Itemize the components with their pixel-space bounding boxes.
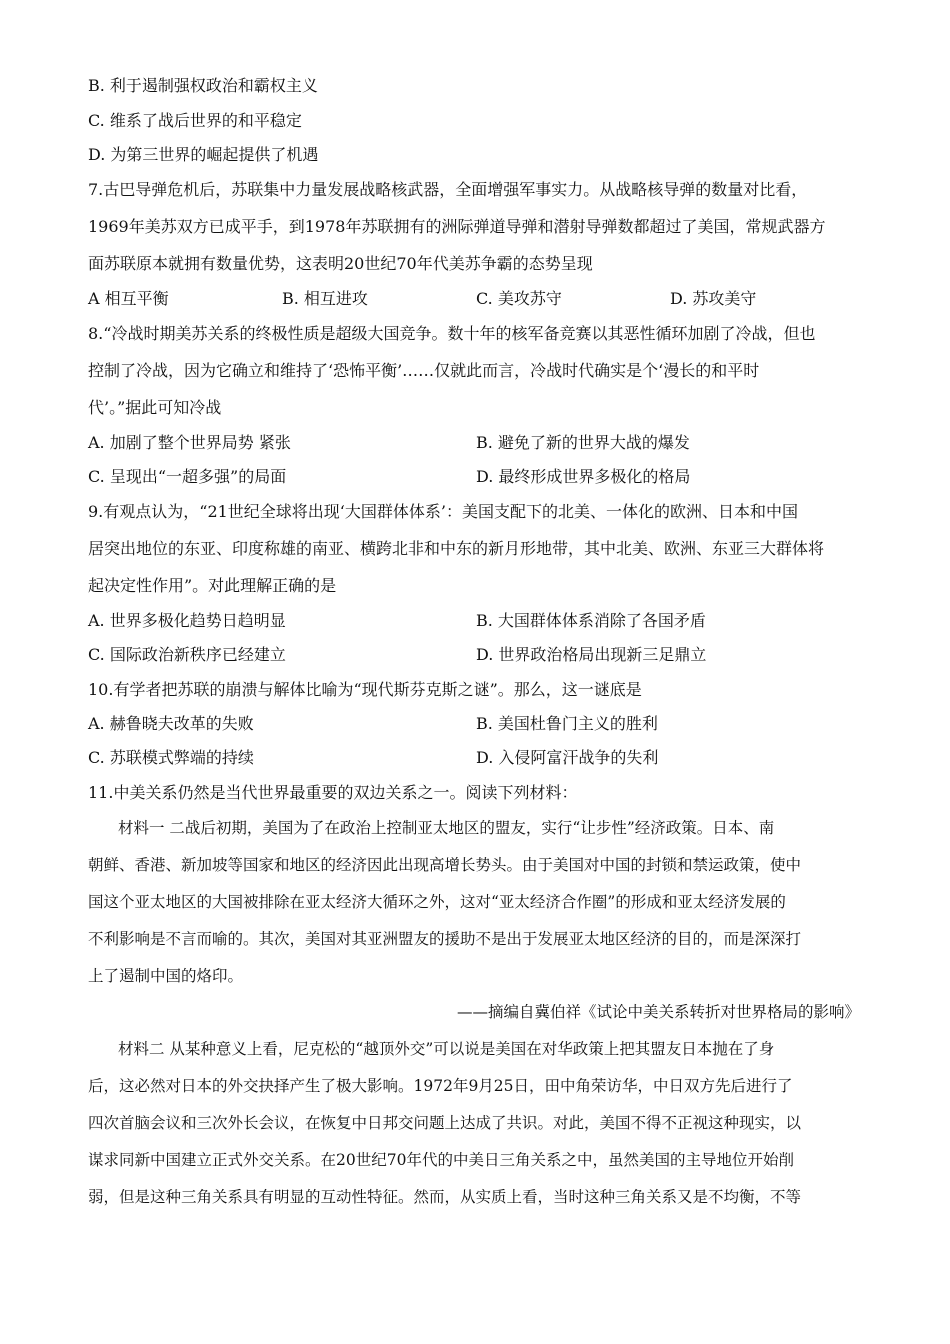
q8-stem-line: 代’。”据此可知冷战 — [88, 398, 222, 417]
q7-option-a: A 相互平衡 — [88, 289, 169, 308]
q8-option-a: A. 加剧了整个世界局势 紧张 — [88, 433, 291, 452]
q7-stem-line: 面苏联原本就拥有数量优势，这表明20世纪70年代美苏争霸的态势呈现 — [88, 254, 593, 273]
q10-stem-line: 10.有学者把苏联的崩溃与解体比喻为“现代斯芬克斯之谜”。那么，这一谜底是 — [88, 680, 642, 699]
material2-line: 后，这必然对日本的外交抉择产生了极大影响。1972年9月25日，田中角荣访华，中日双方先后进行了 — [88, 1077, 793, 1095]
q7-stem-line: 1969年美苏双方已成平手，到1978年苏联拥有的洲际弹道导弹和潜射导弹数都超过了美国，常规武器方 — [88, 217, 826, 236]
q10-option-a: A. 赫鲁晓夫改革的失败 — [88, 714, 254, 733]
q6-option-c: C. 维系了战后世界的和平稳定 — [88, 111, 302, 130]
q8-option-b: B. 避免了新的世界大战的爆发 — [476, 433, 690, 452]
material1-line: 材料一 二战后初期，美国为了在政治上控制亚太地区的盟友，实行“让步性”经济政策。日本、南 — [118, 819, 775, 837]
q9-stem-line: 起决定性作用”。对此理解正确的是 — [88, 576, 337, 595]
q9-option-c: C. 国际政治新秩序已经建立 — [88, 645, 286, 664]
q8-stem-line: 8.“冷战时期美苏关系的终极性质是超级大国竞争。数十年的核军备竞赛以其恶性循环加剧了冷战，但也 — [88, 324, 816, 343]
material1-source: ——摘编自冀伯祥《试论中美关系转折对世界格局的影响》 — [456, 1003, 860, 1021]
q9-stem-line: 居突出地位的东亚、印度称雄的南亚、横跨北非和中东的新月形地带，其中北美、欧洲、东亚三大群体将 — [88, 539, 825, 558]
q9-stem-line: 9.有观点认为，“21世纪全球将出现‘大国群体体系’：美国支配下的北美、一体化的欧洲、日本和中国 — [88, 502, 798, 521]
q9-option-a: A. 世界多极化趋势日趋明显 — [88, 611, 286, 630]
material1-line: 不利影响是不言而喻的。其次，美国对其亚洲盟友的援助不是出于发展亚太地区经济的目的，而是深深打 — [88, 930, 802, 948]
material2-line: 材料二 从某种意义上看，尼克松的“越顶外交”可以说是美国在对华政策上把其盟友日本抛在了身 — [118, 1040, 775, 1058]
material1-line: 朝鲜、香港、新加坡等国家和地区的经济因此出现高增长势头。由于美国对中国的封锁和禁运政策，使中 — [88, 856, 802, 874]
q11-intro: 11.中美关系仍然是当代世界最重要的双边关系之一。阅读下列材料： — [88, 783, 578, 802]
q7-stem-line: 7.古巴导弹危机后，苏联集中力量发展战略核武器，全面增强军事实力。从战略核导弹的数量对比看， — [88, 180, 808, 199]
q6-option-b: B. 利于遏制强权政治和霸权主义 — [88, 76, 318, 95]
q9-option-d: D. 世界政治格局出现新三足鼎立 — [476, 645, 707, 664]
q7-option-c: C. 美攻苏守 — [476, 289, 562, 308]
material1-line: 国这个亚太地区的大国被排除在亚太经济大循环之外，这对“亚太经济合作圈”的形成和亚太经济发展的 — [88, 893, 786, 911]
material2-line: 四次首脑会议和三次外长会议，在恢复中日邦交问题上达成了共识。对此，美国不得不正视这种现实，以 — [88, 1114, 802, 1132]
q9-option-b: B. 大国群体体系消除了各国矛盾 — [476, 611, 706, 630]
q10-option-d: D. 入侵阿富汗战争的失利 — [476, 748, 659, 767]
material2-line: 谋求同新中国建立正式外交关系。在20世纪70年代的中美日三角关系之中，虽然美国的主导地位开始削 — [88, 1151, 794, 1169]
q10-option-b: B. 美国杜鲁门主义的胜利 — [476, 714, 658, 733]
q7-option-d: D. 苏攻美守 — [670, 289, 757, 308]
q7-option-b: B. 相互进攻 — [282, 289, 368, 308]
material1-line: 上了遏制中国的烙印。 — [88, 967, 244, 985]
q10-option-c: C. 苏联模式弊端的持续 — [88, 748, 254, 767]
q8-option-c: C. 呈现出“一超多强”的局面 — [88, 467, 287, 486]
q6-option-d: D. 为第三世界的崛起提供了机遇 — [88, 145, 319, 164]
q8-stem-line: 控制了冷战，因为它确立和维持了‘恐怖平衡’……仅就此而言，冷战时代确实是个‘漫长的和平时 — [88, 361, 760, 380]
material2-line: 弱，但是这种三角关系具有明显的互动性特征。然而，从实质上看，当时这种三角关系又是不均衡，不等 — [88, 1188, 802, 1206]
q8-option-d: D. 最终形成世界多极化的格局 — [476, 467, 691, 486]
